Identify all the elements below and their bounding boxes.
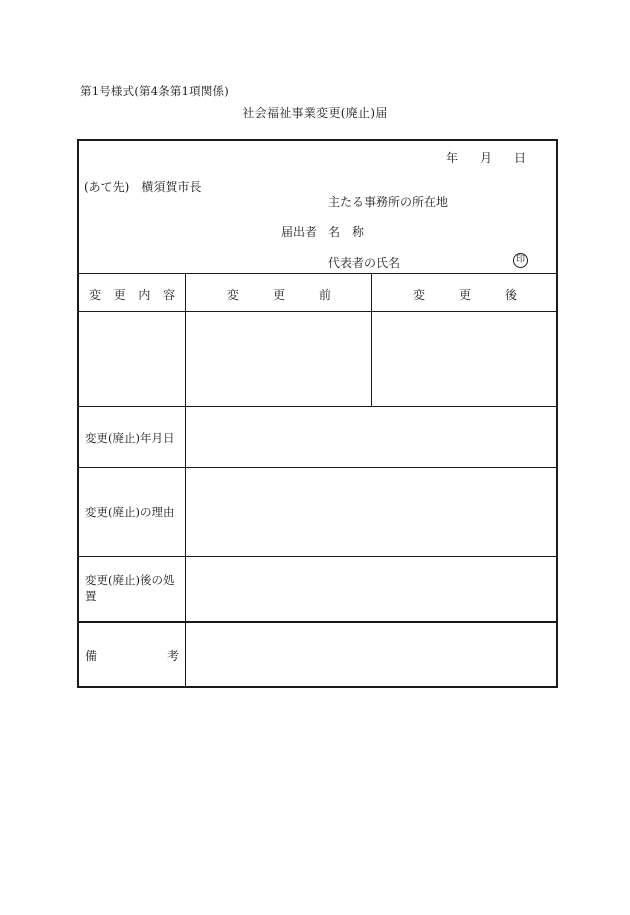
header-char: 内 bbox=[138, 288, 151, 302]
change-reason-field[interactable] bbox=[186, 468, 556, 556]
addressee: (あて先) 横須賀市長 bbox=[84, 180, 202, 194]
remarks-char: 考 bbox=[166, 649, 179, 663]
date-line bbox=[446, 149, 526, 166]
header-after-change bbox=[413, 286, 517, 303]
header-char: 後 bbox=[504, 288, 517, 302]
header-char: 更 bbox=[113, 288, 126, 302]
name-label: 名 称 bbox=[328, 225, 365, 239]
change-reason-label: 変更(廃止)の理由 bbox=[85, 505, 175, 519]
after-change-cell[interactable] bbox=[372, 312, 556, 406]
notifier-label: 届出者 bbox=[281, 225, 318, 239]
change-date-field[interactable] bbox=[186, 407, 556, 467]
remarks-label bbox=[85, 647, 179, 664]
change-date-label: 変更(廃止)年月日 bbox=[85, 431, 175, 445]
header-char: 変 bbox=[89, 288, 102, 302]
remarks-char: 備 bbox=[85, 649, 98, 663]
date-month-label: 月 bbox=[479, 151, 492, 165]
date-year-label: 年 bbox=[446, 151, 459, 165]
form-number: 第1号様式(第4条第1項関係) bbox=[80, 84, 229, 98]
header-char: 変 bbox=[413, 288, 426, 302]
header-char: 変 bbox=[227, 288, 240, 302]
office-address-label: 主たる事務所の所在地 bbox=[328, 195, 449, 209]
seal-icon: 印 bbox=[513, 253, 528, 268]
remarks-field[interactable] bbox=[186, 623, 556, 686]
post-change-disposal-field[interactable] bbox=[186, 557, 556, 621]
post-change-disposal-label: 変更(廃止)後の処置 bbox=[85, 573, 175, 603]
header-before-change bbox=[227, 286, 331, 303]
date-day-label: 日 bbox=[513, 151, 526, 165]
form-table bbox=[77, 139, 558, 688]
before-change-cell[interactable] bbox=[186, 312, 371, 406]
header-char: 前 bbox=[318, 288, 331, 302]
representative-label: 代表者の氏名 bbox=[328, 256, 401, 270]
header-char: 更 bbox=[272, 288, 285, 302]
header-char: 更 bbox=[458, 288, 471, 302]
divider-applicant bbox=[79, 273, 556, 274]
document-title: 社会福祉事業変更(廃止)届 bbox=[242, 106, 388, 120]
change-content-cell[interactable] bbox=[79, 312, 185, 406]
header-change-content bbox=[89, 286, 175, 303]
header-char: 容 bbox=[162, 288, 175, 302]
